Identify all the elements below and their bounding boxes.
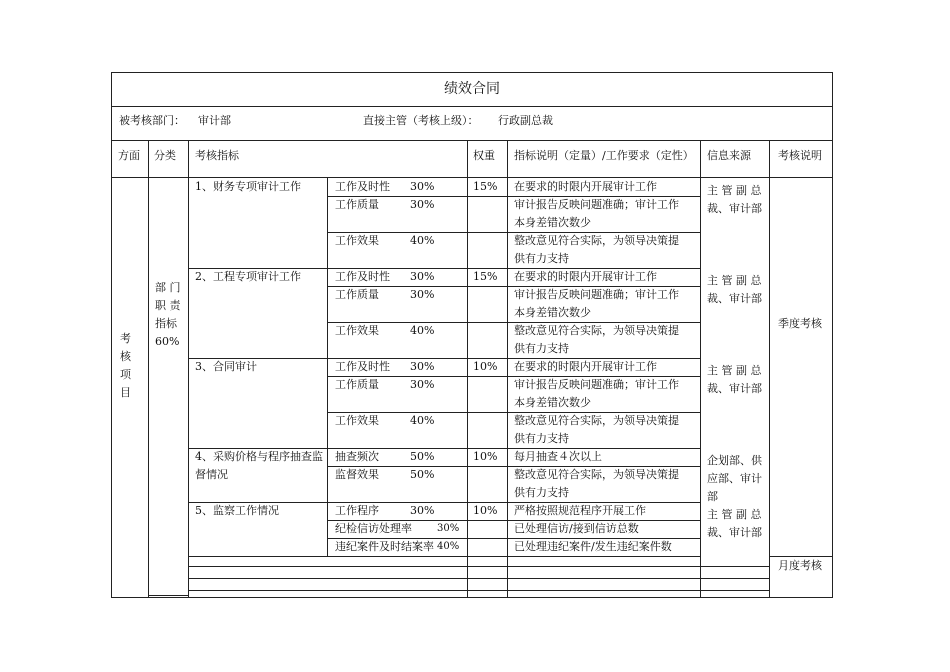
indicator-description-line: 供有力支持 [514,252,569,265]
sub-indicator-pct: 30% [410,288,435,301]
category-label-4: 60% [155,335,180,348]
supervisor-value: 行政副总裁 [498,114,553,127]
sub-indicator-name: 违纪案件及时结案率 [335,540,434,553]
header-source: 信息来源 [707,149,751,162]
sub-indicator-pct: 30% [410,378,435,391]
title-row-border [111,106,833,107]
info-source-line: 裁、审计部 [707,382,762,395]
aspect-label-2: 核 [120,350,131,363]
sub-indicator-pct: 30% [437,523,460,534]
info-source-line: 主 管 副 总 [707,364,762,377]
category-label-1: 部 门 [155,281,181,294]
method-monthly: 月度考核 [778,559,822,572]
sub-indicator-name: 工作质量 [335,288,379,301]
indicator-description-line: 严格按照规范程序开展工作 [514,504,646,517]
indicator-description-line: 本身差错次数少 [514,216,591,229]
sub-indicator-name: 工作质量 [335,198,379,211]
sub-indicator-pct: 30% [410,504,435,517]
indicator-description-line: 供有力支持 [514,486,569,499]
indicator-description-line: 供有力支持 [514,342,569,355]
sub-indicator-pct: 30% [410,180,435,193]
indicator-description-line: 整改意见符合实际，为领导决策提 [514,414,679,427]
col-divider-category [148,140,149,598]
col-divider-indicator [188,140,189,598]
indicator-weight: 10% [473,360,498,373]
indicator-description-line: 本身差错次数少 [514,306,591,319]
indicator-description-line: 整改意见符合实际，为领导决策提 [514,468,679,481]
page-title: 绩效合同 [444,81,500,97]
header-description: 指标说明（定量）/工作要求（定性） [514,149,694,162]
empty-row-border [148,595,188,596]
sub-indicator-name: 纪检信访处理率 [335,522,412,535]
indicator-weight: 10% [473,504,498,517]
indicator-description-line: 已处理信访/接到信访总数 [514,522,639,535]
sub-indicator-name: 工作及时性 [335,180,390,193]
col-divider-source [700,140,701,598]
header-weight: 权重 [473,149,495,162]
supervisor-label: 直接主管（考核上级）： [363,114,479,127]
sub-indicator-name: 工作质量 [335,378,379,391]
sub-indicator-name: 监督效果 [335,468,379,481]
indicator-description-line: 整改意见符合实际，为领导决策提 [514,234,679,247]
sub-indicator-name: 工作效果 [335,324,379,337]
col-divider-method [769,140,770,598]
indicator-description-line: 本身差错次数少 [514,396,591,409]
sub-indicator-name: 工作效果 [335,414,379,427]
indicator-name: 5、监察工作情况 [195,504,279,517]
sub-indicator-name: 工作程序 [335,504,379,517]
indicator-name: 1、财务专项审计工作 [195,180,301,193]
outer-left-border [111,72,112,598]
sub-indicator-pct: 30% [410,270,435,283]
empty-row-border [188,578,769,579]
method-quarterly: 季度考核 [778,317,822,330]
header-aspect: 方面 [118,149,140,162]
empty-row-border [188,590,769,591]
header-indicator: 考核指标 [195,149,239,162]
indicator-description-line: 审计报告反映问题准确；审计工作 [514,378,679,391]
indicator-name: 4、采购价格与程序抽查监督情况 [195,450,323,481]
info-source-line: 部 [707,490,718,503]
indicator-description-line: 审计报告反映问题准确；审计工作 [514,198,679,211]
indicator-description-line: 审计报告反映问题准确；审计工作 [514,288,679,301]
sub-indicator-divider [327,358,328,448]
header-category: 分类 [154,149,176,162]
empty-row-border [188,566,769,567]
info-source-line: 裁、审计部 [707,202,762,215]
sub-indicator-pct: 50% [410,468,435,481]
sub-indicator-divider [327,502,328,556]
sub-indicator-name: 工作效果 [335,234,379,247]
sub-indicator-divider [327,448,328,502]
indicator-weight: 15% [473,180,498,193]
indicator-description-line: 每月抽查４次以上 [514,450,602,463]
col-divider-weight [467,140,468,598]
sub-indicator-divider [327,178,328,268]
indicator-description-line: 供有力支持 [514,432,569,445]
group-row-border [188,556,701,557]
sub-indicator-pct: 40% [410,324,435,337]
dept-label: 被考核部门： [119,114,185,127]
indicator-description-line: 在要求的时限内开展审计工作 [514,360,657,373]
indicator-description-line: 在要求的时限内开展审计工作 [514,180,657,193]
info-source-line: 裁、审计部 [707,526,762,539]
info-source-line: 主 管 副 总 [707,184,762,197]
info-source-line: 主 管 副 总 [707,274,762,287]
indicator-description-line: 已处理违纪案件/发生违纪案件数 [514,540,672,553]
indicator-description-line: 整改意见符合实际，为领导决策提 [514,324,679,337]
indicator-description-line: 在要求的时限内开展审计工作 [514,270,657,283]
sub-indicator-name: 工作及时性 [335,270,390,283]
sub-indicator-pct: 50% [410,450,435,463]
info-source-line: 企划部、供 [707,454,762,467]
info-source-line: 裁、审计部 [707,292,762,305]
indicator-name: 2、工程专项审计工作 [195,270,301,283]
indicator-weight: 15% [473,270,498,283]
sub-indicator-divider [327,268,328,358]
aspect-label-4: 目 [120,386,131,399]
category-label-3: 指标 [155,317,177,330]
indicator-weight: 10% [473,450,498,463]
category-label-2: 职 责 [155,299,181,312]
sub-indicator-pct: 40% [410,234,435,247]
outer-bottom-border [111,597,833,598]
dept-value: 审计部 [198,114,231,127]
outer-top-border [111,72,833,73]
outer-right-border [832,72,833,598]
info-source-line: 主 管 副 总 [707,508,762,521]
sub-indicator-pct: 30% [410,198,435,211]
info-source-line: 应部、审计 [707,472,762,485]
sub-indicator-pct: 30% [410,360,435,373]
indicator-name: 3、合同审计 [195,360,257,373]
info-row-border [111,140,833,141]
aspect-label-3: 项 [120,368,131,381]
aspect-label-1: 考 [120,332,131,345]
sub-indicator-name: 抽查频次 [335,450,379,463]
header-method: 考核说明 [778,149,822,162]
sub-indicator-name: 工作及时性 [335,360,390,373]
col-divider-description [507,140,508,598]
sub-indicator-pct: 40% [410,414,435,427]
sub-indicator-pct: 40% [437,541,460,552]
